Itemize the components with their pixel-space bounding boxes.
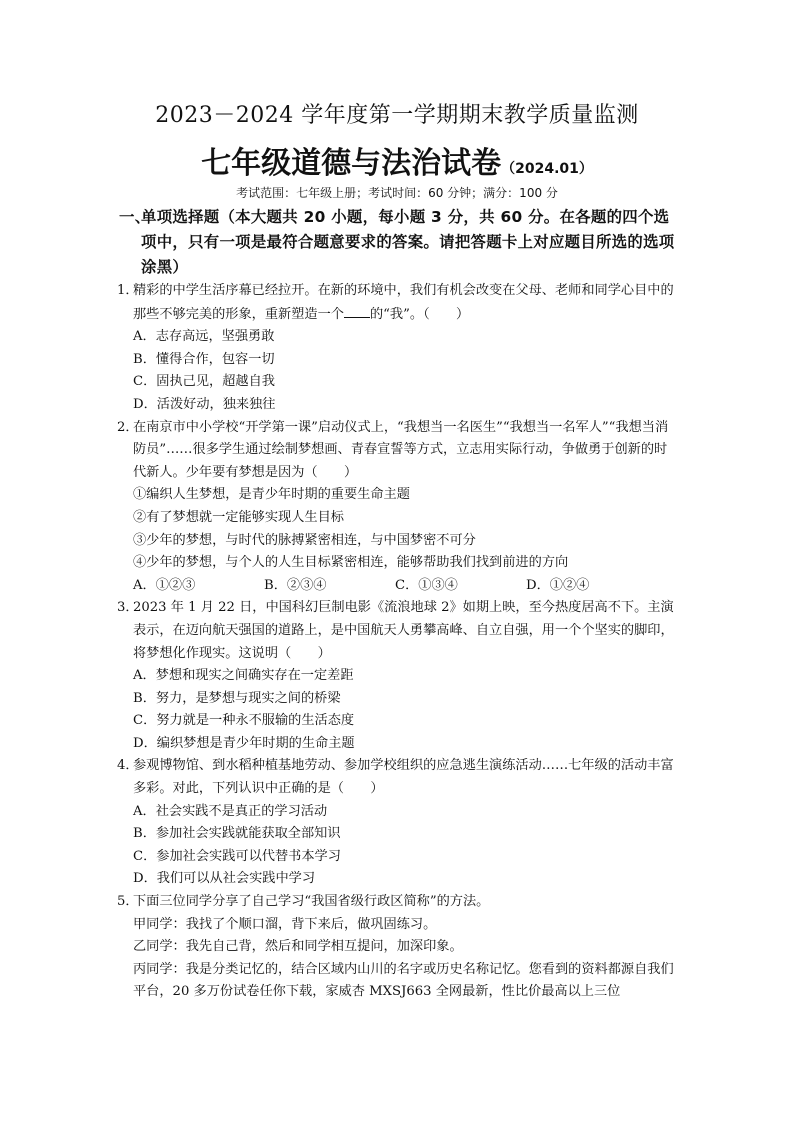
answer-blank	[344, 303, 370, 318]
exam-date: （2024.01）	[501, 161, 593, 177]
question-stem	[117, 280, 677, 326]
choice: A．①②③	[133, 577, 196, 593]
question-number: 4．	[117, 758, 139, 774]
stem-text: 在南京市中小学校“开学第一课”启动仪式上，“我想当一名医生”“我想当一名军人”“我想当消防员”……很多学生通过绘制梦想画、青春宣誓等方式，立志用实际行动，争做勇于创新的时代新人。少年要有梦想是因为（ ）	[133, 419, 669, 480]
option: D．活泼好动，独来独往	[133, 396, 276, 412]
statement: ③少年的梦想，与时代的脉搏紧密相连，与中国梦密不可分	[133, 532, 476, 548]
exam-term-heading: 2023－2024 学年度第一学期期末教学质量监测	[155, 103, 639, 128]
question-number: 5．	[117, 894, 139, 910]
question-stem	[117, 755, 677, 800]
section-number: 一、	[119, 208, 151, 226]
student-line: 甲同学：我找了个顺口溜，背下来后，做巩固练习。	[133, 916, 437, 932]
stem-text: 参观博物馆、到水稻种植基地劳动、参加学校组织的应急逃生演练活动……七年级的活动丰富多彩。对此，下列认识中正确的是（ ）	[133, 758, 674, 797]
question-number: 1．	[117, 283, 139, 298]
option: C．固执己见，超越自我	[133, 374, 275, 390]
student-line: 丙同学：我是分类记忆的，结合区域内山川的名字或历史名称记忆。您看到的资料都源自我们平台，20 多万份试卷任你下载，家威杏 MXSJ663 全网最新，性比价最高以上三位	[133, 961, 674, 1000]
exam-info: 考试范围：七年级上册；考试时间：60 分钟；满分：100 分	[236, 186, 558, 200]
stem-text: 2023 年 1 月 22 日，中国科幻巨制电影《流浪地球 2》如期上映，至今热度居高不下。主演表示，在迈向航天强国的道路上，是中国航天人勇攀高峰、自立自强，用一个个坚实的脚印，将梦想化作现实。这说明（ ）	[133, 600, 674, 661]
question-number: 3．	[117, 600, 139, 616]
option: B．努力，是梦想与现实之间的桥梁	[133, 690, 341, 706]
option: C．努力就是一种永不服输的生活态度	[133, 713, 355, 729]
question-stem	[117, 597, 677, 665]
exam-content	[117, 205, 677, 1004]
option: B．参加社会实践就能获取全部知识	[133, 826, 341, 842]
statement: ①编织人生梦想，是青少年时期的重要生命主题	[133, 487, 410, 503]
stem-text: 下面三位同学分享了自己学习“我国省级行政区简称”的方法。	[133, 894, 490, 910]
exam-title-text: 七年级道德与法治试卷	[201, 146, 502, 181]
choice: D．①②④	[526, 577, 590, 593]
option: A．梦想和现实之间确实存在一定差距	[133, 668, 354, 684]
stem-text: 的“我”。（ ）	[370, 306, 470, 322]
exam-title	[0, 138, 794, 182]
statement: ②有了梦想就一定能够实现人生目标	[133, 509, 344, 525]
question-1	[117, 280, 677, 417]
option: C．参加社会实践可以代替书本学习	[133, 848, 341, 864]
option: D．编织梦想是青少年时期的生命主题	[133, 735, 355, 751]
option: A．志存高远，坚强勇敢	[133, 329, 275, 345]
question-2	[117, 417, 677, 598]
option: D．我们可以从社会实践中学习	[133, 871, 316, 887]
section-text: 单项选择题（本大题共 20 小题，每小题 3 分，共 60 分。在各题的四个选项中，只有一项是最符合题意要求的答案。请把答题卡上对应题目所选的选项涂黑）	[141, 208, 675, 276]
choice: C．①③④	[395, 577, 458, 593]
question-4	[117, 755, 677, 891]
choice: B．②③④	[264, 577, 327, 593]
option: A．社会实践不是真正的学习活动	[133, 803, 328, 819]
question-5	[117, 891, 677, 1004]
option: B．懂得合作，包容一切	[133, 351, 275, 367]
stem-text: 精彩的中学生活序幕已经拉开。在新的环境中，我们有机会改变在父母、老师和同学心目中的那些不够完美的形象，重新塑造一个	[133, 283, 674, 322]
student-line: 乙同学：我先自己背，然后和同学相互提问，加深印象。	[133, 939, 463, 955]
question-stem	[117, 417, 677, 485]
question-number: 2．	[117, 419, 139, 435]
choice-row	[117, 575, 677, 598]
statement: ④少年的梦想，与个人的人生目标紧密相连，能够帮助我们找到前进的方向	[133, 555, 569, 571]
question-stem	[117, 891, 677, 914]
question-3	[117, 597, 677, 755]
section-heading	[119, 205, 677, 280]
